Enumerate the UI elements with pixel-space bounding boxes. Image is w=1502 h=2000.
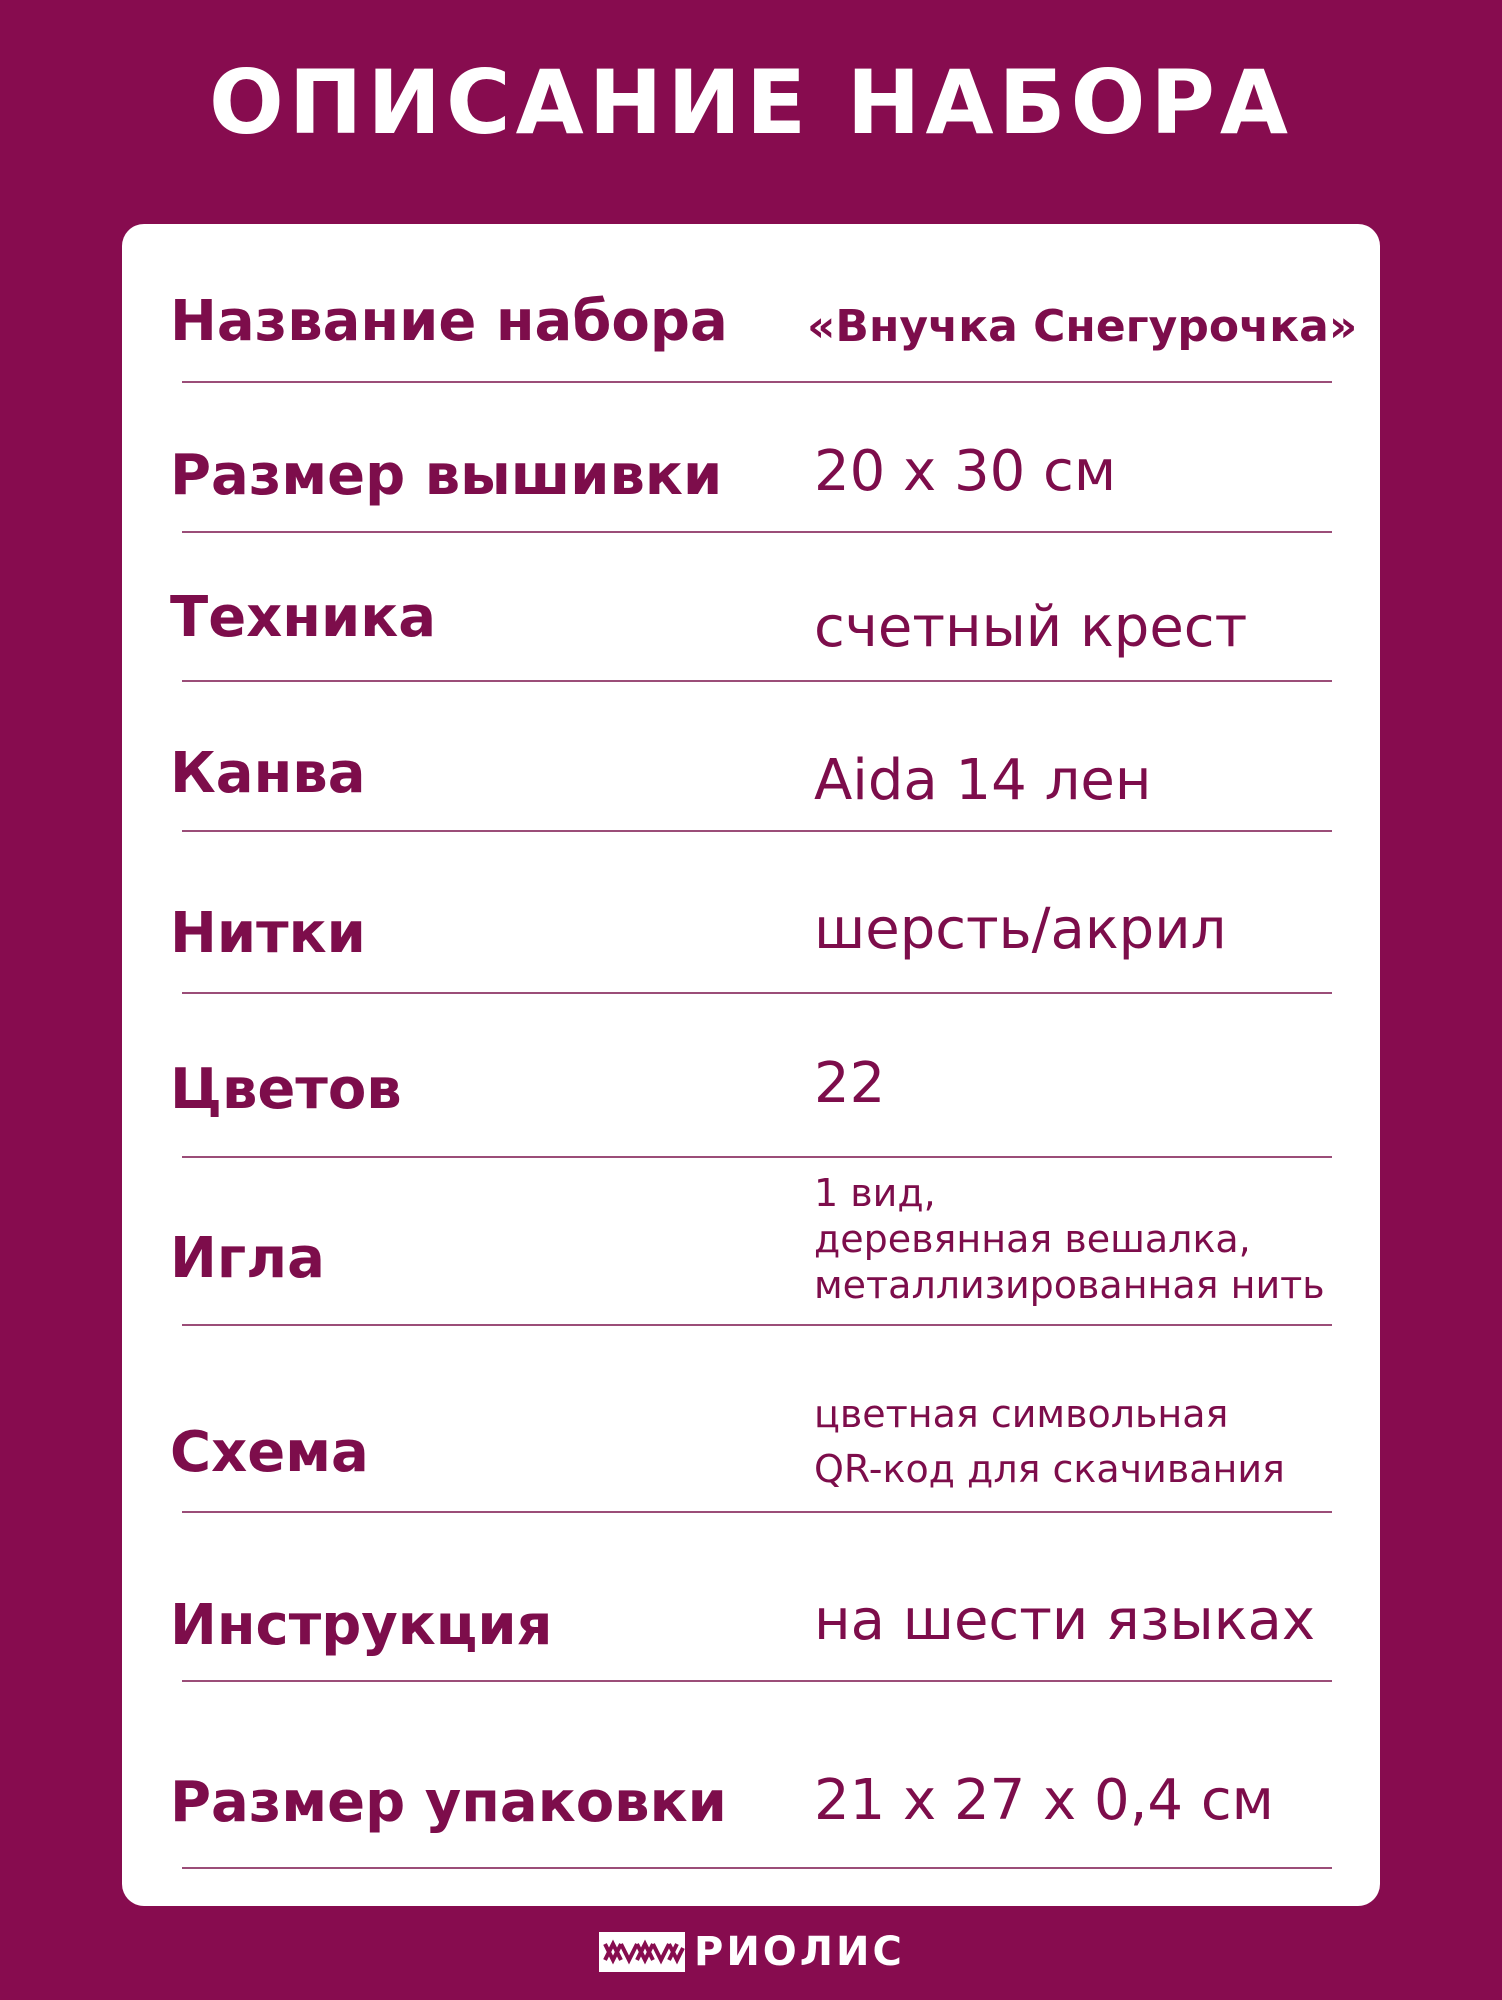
- row-divider: [182, 381, 1332, 383]
- riolis-stitch-logo-icon: [599, 1932, 685, 1972]
- row-divider: [182, 830, 1332, 832]
- spec-value-technique: счетный крест: [814, 595, 1248, 660]
- spec-label-kit-name: Название набора: [170, 289, 728, 354]
- row-divider: [182, 1680, 1332, 1682]
- spec-value-chart-line-2: QR-код для скачивания: [814, 1447, 1285, 1491]
- spec-label-colors: Цветов: [170, 1057, 402, 1122]
- spec-label-embroidery-size: Размер вышивки: [170, 443, 723, 508]
- brand-footer: [0, 1924, 1502, 1976]
- spec-value-needle-line-1: 1 вид,: [814, 1171, 936, 1215]
- row-divider: [182, 531, 1332, 533]
- spec-label-threads: Нитки: [170, 901, 366, 966]
- spec-value-canvas: Aida 14 лен: [814, 748, 1152, 813]
- spec-label-package-size: Размер упаковки: [170, 1770, 727, 1835]
- spec-card: [122, 224, 1380, 1906]
- page-title: ОПИСАНИЕ НАБОРА: [208, 51, 1294, 154]
- row-divider: [182, 1511, 1332, 1513]
- spec-label-needle: Игла: [170, 1226, 325, 1291]
- brand-name: РИОЛИС: [694, 1929, 905, 1975]
- row-divider: [182, 1324, 1332, 1326]
- spec-label-technique: Техника: [170, 585, 437, 650]
- spec-label-canvas: Канва: [170, 741, 366, 806]
- row-divider: [182, 680, 1332, 682]
- row-divider: [182, 1156, 1332, 1158]
- spec-value-colors: 22: [814, 1051, 886, 1116]
- spec-value-needle-line-2: деревянная вешалка,: [814, 1217, 1251, 1261]
- spec-label-instructions: Инструкция: [170, 1593, 553, 1658]
- row-divider: [182, 1867, 1332, 1869]
- spec-value-needle-line-3: металлизированная нить: [814, 1263, 1325, 1307]
- spec-value-chart-line-1: цветная символьная: [814, 1392, 1229, 1436]
- spec-value-kit-name: «Внучка Снегурочка»: [807, 301, 1358, 352]
- spec-value-package-size: 21 х 27 х 0,4 см: [814, 1768, 1274, 1833]
- row-divider: [182, 992, 1332, 994]
- spec-label-chart: Схема: [170, 1420, 369, 1485]
- spec-value-instructions: на шести языках: [814, 1588, 1315, 1653]
- spec-value-embroidery-size: 20 х 30 см: [814, 439, 1117, 504]
- spec-value-threads: шерсть/акрил: [814, 897, 1227, 962]
